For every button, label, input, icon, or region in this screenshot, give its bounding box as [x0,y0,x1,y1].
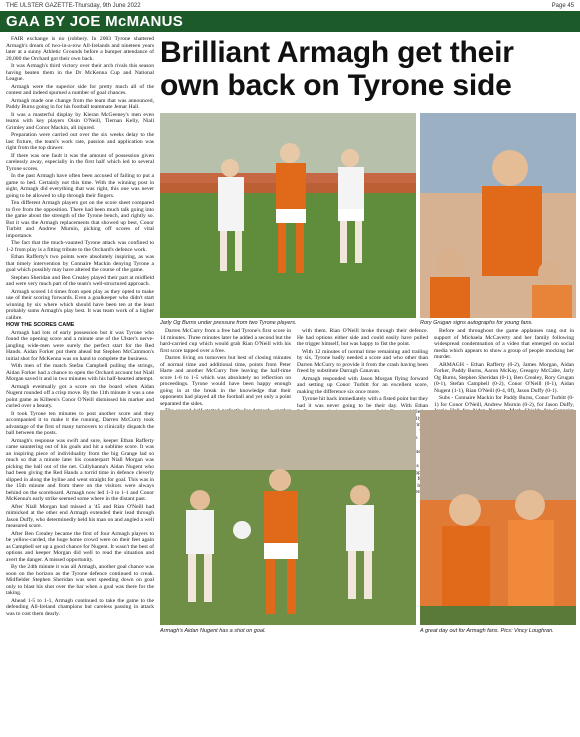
article-paragraph: Ten different Armagh players got on the score sheet compared to five from the opposition. There had been much talk going into the game about the strength of the Tyrone bench, and rightly so. But it was the Armagh replacements that showed up best, Conor Turbitt and Andrew Murnin, picking off scores of vital importance. [6,200,154,239]
column-title-bar [0,11,580,32]
article-paragraph: Armagh were the superior side for pretty much all of the contest and indeed spurned a number of goal chances. [6,83,154,96]
caption-top-left: Jarly Og Burns under pressure from two Tyrone players. [160,320,297,326]
article-paragraph: Darren living on turnovers but best of closing minutes of normal time and additional time, points from Peter Harte and another McCurry free leaving the half-time score 1-6 to 1-5 which was absolutely no reflection on proceedings. Tyrone would have been happy enough going in at the break in the knowledge that their opponents had played all the football and yet only a point separated the sides. [160,355,291,407]
match-photo-armagh-fans [420,410,576,625]
article-paragraph: stopping [408,469,428,476]
article-paragraph: Before and throughout the game applauses rang out in support of Michaela McCaverty and her family following widespread condemnation of a video that emerged on social media which appears to show a group of people mocking her murder. [434,328,574,360]
article-paragraph: It took Tyrone ten minutes to post another score and they accompanied it to make it the running. Darren McCurry took advantage of the first of many turnovers to clinically dispatch the ball between the posts. [6,410,154,436]
match-photo-illustration [420,113,576,318]
article-paragraph: If there was one fault it was the amount of possession given carelessly away, especially in the first half which led to several Tyrone scores. [6,152,154,172]
caption-bottom-right: A great day out for Armagh fans. Pics: Vincy Loughran. [420,628,554,634]
headline: Brilliant Armagh get their own back on Tyrone side [160,36,514,102]
page-number: Page 45 [551,2,574,9]
article-paragraph: Armagh scored 14 times from open play as they opted to make use of their scoring forwards. Even a goalkeeper who didn't start winning by six where which should have been ten at the least probably sums Armagh's play best. It was team work of a higher calibre. [6,288,154,321]
article-paragraph: Armagh's response was swift and sure, keeper Ethan Rafferty came sauntering out of his goals and hit a sublime score. It was an inspiring piece of individuality from the big Grange lad so much so that a minute later his counterpart Niall Morgan was picking the ball out of the net. Cullyhanna's Aidan Nugent who had been giving the Red Hands a torrid time in defence cleverly slipped in along the byline and went straight for goal. This was in the 15th minute and from there on the visitors were always behind on the scoreboard. Armagh now led 1-3 to 1-1 and Conor McKenna's early strike seemed some where in the distant past. [6,437,154,502]
article-paragraph: Armagh made one change from the team that was announced, Paddy Burns going in for his football teammate Jemar Hall. [6,97,154,110]
article-paragraph: Stephen Sheridan and Ben Crealey played their part at midfield and were very much part of the team's well-structured approach. [6,274,154,287]
article-paragraph: Ahead 1-5 to 1-1, Armagh continued to take the game to the defending All-Ireland champions but careless passing in attack was to cost them dearly. [6,597,154,617]
article-paragraph: In the past Armagh have often been accused of failing to put a game to bed. Certainly not this time. With the winning post in sight, Armagh did everything that was right, this one was never going to be allowed to slip through their fingers. [6,173,154,199]
article-paragraph: With men of the match Stefan Campbell pulling the strings, Aidan Forker had a chance to open the Orchard account but Niall Morgan saved it and in two minutes with his half-hearted attempt. [6,363,154,382]
masthead-paper: THE ULSTER GAZETTE-Thursday, 9th June 2022 [6,2,141,9]
match-photo-illustration [420,410,576,625]
match-photo-illustration [160,410,416,625]
article-paragraph: Subs - Connaire Mackin for Paddy Burns, Conor Turbitt (0-1) for Conor O'Neill, Andrew Murnin (0-2), for Jason Duffy, [434,395,574,408]
article-paragraph: The fact that the much-vaunted Tyrone attack was confined to 1-2 from play is a fitting tribute to the Orchard's defence work. [6,240,154,253]
article-paragraph: Armagh eventually got a score on the board when Aidan Nugent rounded off a crisp move. By the 11th minute it was a one point game as Killeen's Conor O'Neill dismissed his marker and curled over a beauty. [6,383,154,409]
column-title: GAA BY JOE McMANUS [6,13,184,30]
article-paragraph: FAIR exchange is no (robbery. In 2003 Tyrone shattered Armagh's dream of two-in-a-row All-Irelands and nineteen years later at a sunny Athletic Grounds before a bumper attendance of 20,000 the Orchard got their own back. [6,36,154,62]
article-paragraph: By the 24th minute it was all Armagh, another goal chance was soon on the horizon as the Tyrone defence continued to creak. Midfielder Stephen Sheridan was sent speeding down on goal only to blast his shot over the bar when a goal was there for the taking. [6,564,154,596]
match-photo-jarly-og-burns [160,113,416,318]
article-paragraph: HOW THE SCORES CAME [6,322,75,328]
article-paragraph: with them. Rian O'Neill broke through their defence. He had options either side and could easily have pulled the trigger himself, but was happy to fist the point. [297,328,428,347]
article-column-2 [160,328,291,406]
match-photo-rory-grugan [420,113,576,318]
masthead [0,0,580,11]
article-paragraph: Armagh responded with Jason Morgan flying forward and setting up Conor Turbitt for an excellent score, making the difference six once more. [297,375,428,395]
article-paragraph: After Ben Crealey became the first of four Armagh players to be yellow-carded, the huge home crowd were on their feet again as Campbell set up a good chance for Nugent. It wasn't the best of options and keeper Morgan did well to read the situation and avert the danger. A missed opportunity. [6,530,154,563]
article-paragraph: It was Armagh's third victory over their arch rivals this season having beaten them in the Dr McKenna Cup and National League. [6,63,154,82]
article-paragraph: Preparation were carried out over the six weeks delay to the last fixture, the team's work rate, passion and application was right from the top drawer. [6,132,154,151]
article-paragraph: Ethan Rafferty's two points were absolutely inspiring, as was that timely intervention by Connaire Mackin denying Tyrone a goal which possibly may have altered the course of the game. [6,254,154,273]
article-paragraph: Darren McCurry from a free had Tyrone's first score in 14 minutes. Three minutes later he added a second but the hard-carried cup which would grab Rian O'Neill with his first score tapped over a free. [160,328,291,354]
match-photo-illustration [160,113,416,318]
article-paragraph: Tyrone hit back immediately with a fisted point but they had it was never going to be their day. With Ethan daringly [297,396,428,428]
article-column-1 [6,36,154,732]
article-paragraph: After Niall Morgan had missed a '45 and Rian O'Neill had mimicked at the other end Armagh extended their lead through Jason Duffy, who determinedly held his man on and angled a well measured score. [6,503,154,529]
article-paragraph: ARMAGH - Ethan Rafferty (0-2), James Morgan, Aidan Forker, Paddy Burns, Aaron McKay, Greagoy McCabe, Jarly Og Burns, Stephen Sheridan (0-1), Ben Crealey, Rory Grugan (0-1), Stefan Campbell (0-2), Conor O'Neill (0-1), Aidan Nugent (1-1), Rian O'Neill (0-4, 0f), Jason Duffy (0-1). [434,361,574,394]
caption-top-right: Rory Grugan signs autographs for young fans. [420,320,533,326]
article-column-4 [434,328,574,406]
article-paragraph: With 12 minutes of normal time remaining and trailing by six, Tyrone badly needed a score and who other than Darren McCurry to provide it from the crash having been freed by substitute Darragh Canavan. [297,348,428,374]
article-paragraph: It was a masterful display by Kieran McGeeney's men even teams with key players Oisin O'Neill, Tiernan Kelly, Niall Grimley and Conor Mackin, all injured. [6,111,154,131]
match-photo-aidan-nugent [160,410,416,625]
article-paragraph: Armagh had lots of early possession but it was Tyrone who found the opening score and a minute one of the Ulster's nerve-jangling wide-men were surely the perfect start for the Red Hands. Aidan Forker put them ahead but Stephen McCammon's initial shot for McKenna was on hand to complete the business. [6,329,154,362]
article-column-3 [297,328,428,476]
caption-bottom-left: Armagh's Aidan Nugent has a shot on goal. [160,628,266,634]
